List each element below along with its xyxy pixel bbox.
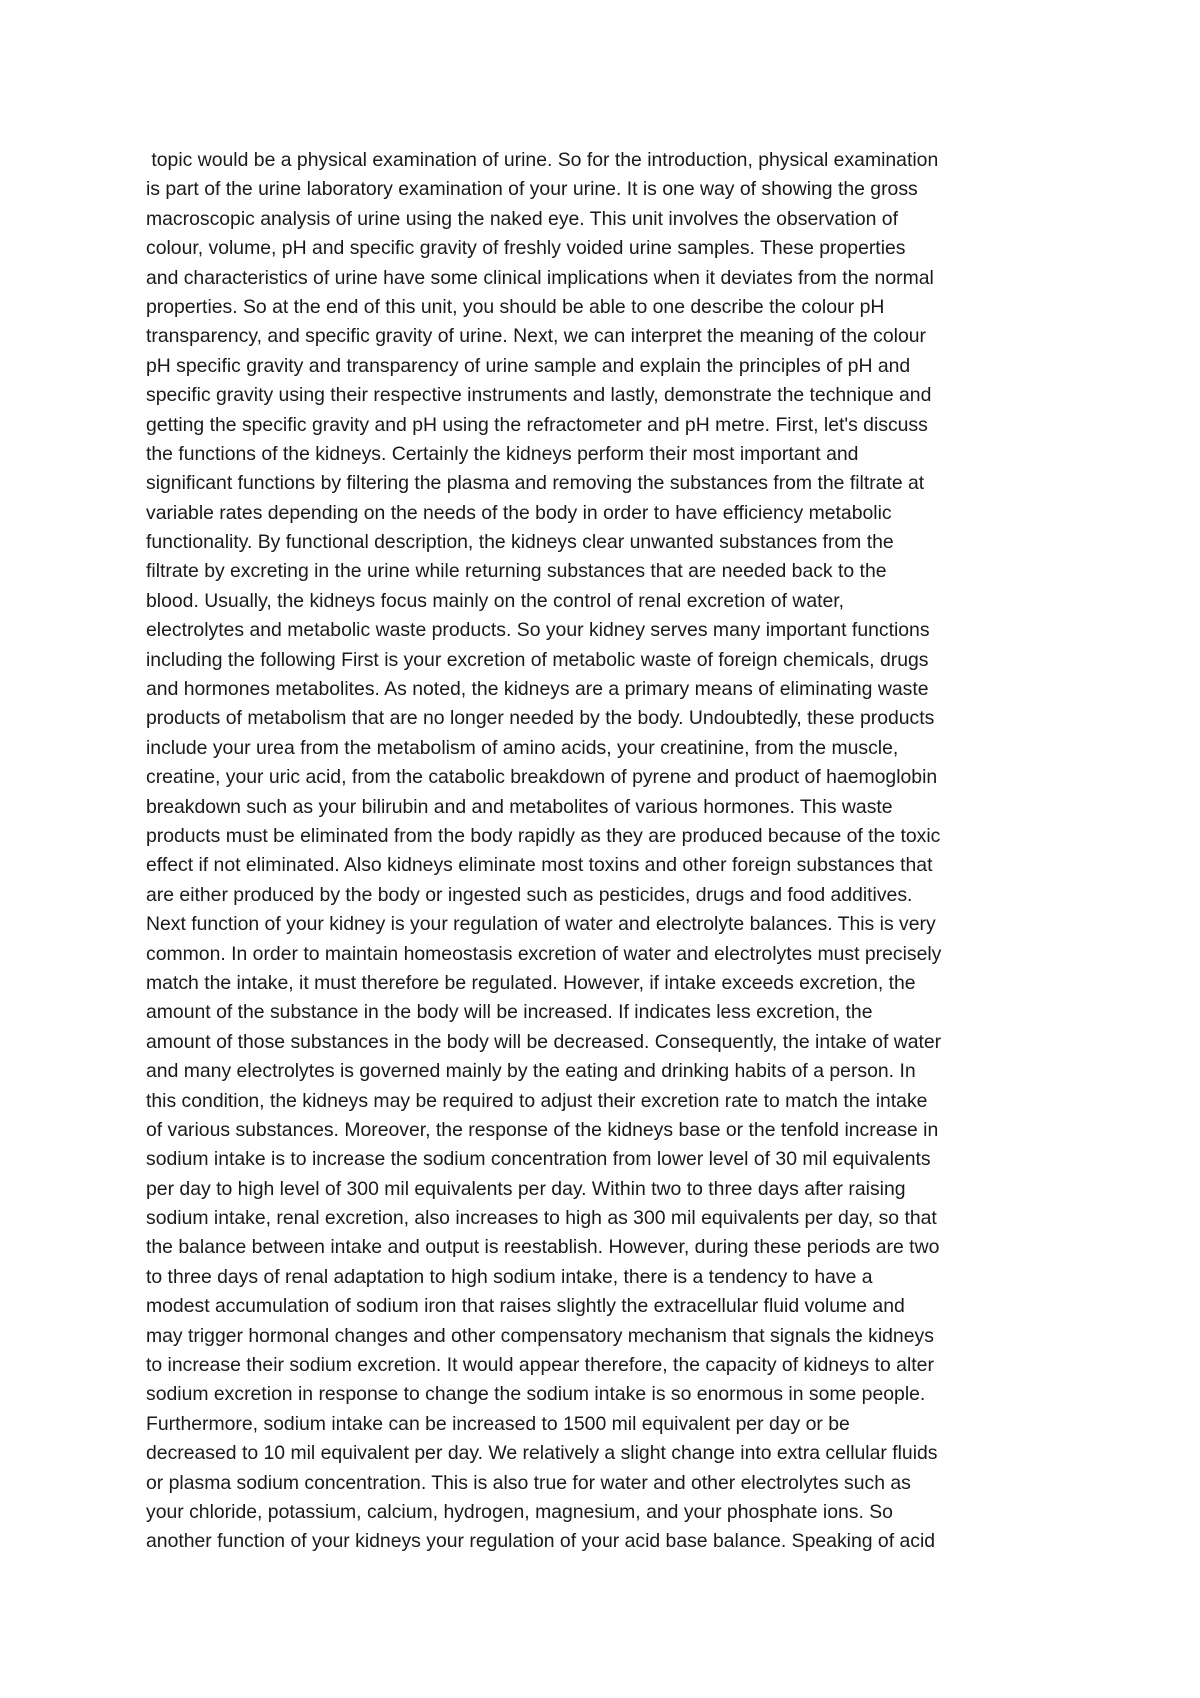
text-line: topic would be a physical examination of urine. So for the introduction, physical examination xyxy=(146,149,939,171)
text-line: sodium intake, renal excretion, also increases to high as 300 mil equivalents per day, so that xyxy=(146,1207,937,1230)
text-line: your chloride, potassium, calcium, hydrogen, magnesium, and your phosphate ions. So xyxy=(146,1500,893,1523)
text-line: match the intake, it must therefore be regulated. However, if intake exceeds excretion, the xyxy=(146,971,916,994)
text-line: and hormones metabolites. As noted, the kidneys are a primary means of eliminating waste xyxy=(146,678,929,701)
text-line: getting the specific gravity and pH using the refractometer and pH metre. First, let's discuss xyxy=(146,413,928,436)
text-line: are either produced by the body or ingested such as pesticides, drugs and food additives. xyxy=(146,883,913,906)
text-line: significant functions by filtering the plasma and removing the substances from the filtrate at xyxy=(146,472,925,495)
text-line: to three days of renal adaptation to high sodium intake, there is a tendency to have a xyxy=(146,1265,873,1288)
text-line: and characteristics of urine have some clinical implications when it deviates from the normal xyxy=(146,266,934,289)
text-line: another function of your kidneys your regulation of your acid base balance. Speaking of acid xyxy=(146,1530,936,1553)
text-line: breakdown such as your bilirubin and and metabolites of various hormones. This waste xyxy=(146,795,893,818)
text-line: macroscopic analysis of urine using the naked eye. This unit involves the observation of xyxy=(146,207,898,230)
text-line: include your urea from the metabolism of amino acids, your creatinine, from the muscle, xyxy=(146,736,899,759)
text-line: decreased to 10 mil equivalent per day. We relatively a slight change into extra cellular fluids xyxy=(146,1442,938,1465)
text-line: the functions of the kidneys. Certainly the kidneys perform their most important and xyxy=(146,442,859,465)
text-line: amount of the substance in the body will be increased. If indicates less excretion, the xyxy=(146,1001,873,1024)
text-line: filtrate by excreting in the urine while returning substances that are needed back to the xyxy=(146,560,887,583)
text-line: colour, volume, pH and specific gravity of freshly voided urine samples. These properties xyxy=(146,237,906,260)
text-line: amount of those substances in the body will be decreased. Consequently, the intake of water xyxy=(146,1030,942,1053)
text-line: products of metabolism that are no longer needed by the body. Undoubtedly, these products xyxy=(146,707,935,730)
text-line: sodium intake is to increase the sodium concentration from lower level of 30 mil equivalents xyxy=(146,1148,931,1171)
text-line: including the following First is your excretion of metabolic waste of foreign chemicals, drugs xyxy=(146,648,929,671)
text-line: and many electrolytes is governed mainly by the eating and drinking habits of a person. In xyxy=(146,1060,916,1083)
text-line: is part of the urine laboratory examination of your urine. It is one way of showing the gross xyxy=(146,178,918,201)
text-line: electrolytes and metabolic waste products. So your kidney serves many important functions xyxy=(146,619,930,642)
text-line: of various substances. Moreover, the response of the kidneys base or the tenfold increase in xyxy=(146,1118,939,1141)
text-line: this condition, the kidneys may be required to adjust their excretion rate to match the intake xyxy=(146,1089,928,1112)
text-line: sodium excretion in response to change the sodium intake is so enormous in some people. xyxy=(146,1383,926,1406)
text-line: common. In order to maintain homeostasis excretion of water and electrolytes must precisely xyxy=(146,942,942,965)
text-line: specific gravity using their respective instruments and lastly, demonstrate the technique and xyxy=(146,384,932,407)
text-line: effect if not eliminated. Also kidneys eliminate most toxins and other foreign substances that xyxy=(146,854,933,877)
text-line: Next function of your kidney is your regulation of water and electrolyte balances. This is very xyxy=(146,913,936,936)
text-line: products must be eliminated from the body rapidly as they are produced because of the toxic xyxy=(146,824,941,847)
text-line: per day to high level of 300 mil equivalents per day. Within two to three days after raising xyxy=(146,1177,906,1200)
text-line: to increase their sodium excretion. It would appear therefore, the capacity of kidneys to alter xyxy=(146,1354,934,1377)
text-line: may trigger hormonal changes and other compensatory mechanism that signals the kidneys xyxy=(146,1324,934,1347)
text-line: pH specific gravity and transparency of urine sample and explain the principles of pH and xyxy=(146,354,911,377)
body-text xyxy=(146,146,1066,1557)
text-line: creatine, your uric acid, from the catabolic breakdown of pyrene and product of haemoglobin xyxy=(146,766,938,789)
text-line: blood. Usually, the kidneys focus mainly on the control of renal excretion of water, xyxy=(146,589,845,612)
text-line: modest accumulation of sodium iron that raises slightly the extracellular fluid volume and xyxy=(146,1295,905,1318)
text-line: transparency, and specific gravity of urine. Next, we can interpret the meaning of the colour xyxy=(146,325,926,348)
text-line: Furthermore, sodium intake can be increased to 1500 mil equivalent per day or be xyxy=(146,1412,850,1435)
text-line: functionality. By functional description, the kidneys clear unwanted substances from the xyxy=(146,531,894,554)
text-line: the balance between intake and output is reestablish. However, during these periods are two xyxy=(146,1236,940,1259)
text-line: properties. So at the end of this unit, you should be able to one describe the colour pH xyxy=(146,295,885,318)
text-line: or plasma sodium concentration. This is also true for water and other electrolytes such as xyxy=(146,1471,911,1494)
text-line: variable rates depending on the needs of the body in order to have efficiency metabolic xyxy=(146,501,892,524)
